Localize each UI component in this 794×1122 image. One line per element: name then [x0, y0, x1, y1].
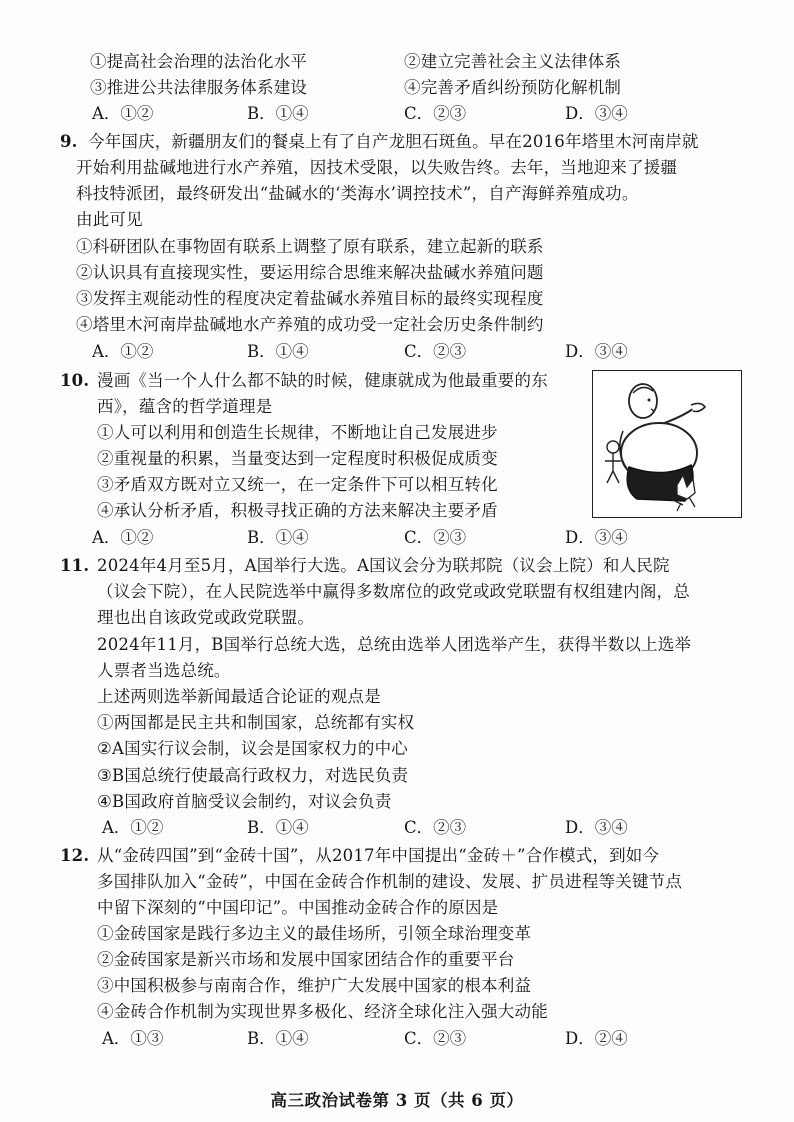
q12-statement-2: ②金砖国家是新兴市场和发展中国家团结合作的重要平台	[97, 950, 515, 969]
q10-statement-4: ④承认分析矛盾，积极寻找正确的方法来解决主要矛盾	[97, 501, 498, 520]
q12-statement-4: ④金砖合作机制为实现世界多极化、经济全球化注入强大动能	[97, 1002, 548, 1021]
q10-option-a: A．①②	[92, 528, 154, 547]
q11-statement-2: ②A国实行议会制，议会是国家权力的中心	[97, 739, 409, 758]
q10-number: 10.	[60, 371, 90, 390]
q11-stem-5: 人票者当选总统。	[97, 661, 231, 680]
q8-statement-1: ①提高社会治理的法治化水平	[90, 52, 308, 71]
q10-stem-1: 漫画《当一个人什么都不缺的时候，健康就成为他最重要的东	[97, 371, 548, 390]
q9-option-d: D．③④	[565, 342, 628, 361]
q11-stem-3: 理也出自该政党或政党联盟。	[97, 608, 315, 627]
q9-stem-4: 由此可见	[76, 210, 143, 229]
q11-stem-6: 上述两则选举新闻最适合论证的观点是	[97, 687, 381, 706]
q11-stem-1: 2024年4月至5月，A国举行大选。A国议会分为联邦院（议会上院）和人民院	[97, 556, 670, 575]
q8-option-c: C．②③	[404, 104, 467, 123]
q10-option-c: C．②③	[404, 528, 467, 547]
q12-option-c: C．②③	[404, 1029, 467, 1048]
q12-option-b: B．①④	[247, 1029, 309, 1048]
q11-statement-3: ③B国总统行使最高行政权力，对选民负责	[97, 766, 409, 785]
q9-option-c: C．②③	[404, 342, 467, 361]
q12-option-a: A．①③	[102, 1029, 164, 1048]
q11-stem-4: 2024年11月，B国举行总统大选，总统由选举人团选举产生，获得半数以上选举	[97, 635, 692, 654]
q12-stem-1: 从“金砖四国”到“金砖十国”，从2017年中国提出“金砖＋”合作模式，到如今	[97, 846, 660, 865]
q11-option-b: B．①④	[247, 818, 309, 837]
cartoon-figure	[593, 371, 740, 516]
q9-statement-1: ①科研团队在事物固有联系上调整了原有联系，建立起新的联系	[76, 237, 544, 256]
q11-statement-1: ①两国都是民主共和制国家，总统都有实权	[97, 713, 415, 732]
q12-option-d: D．②④	[565, 1029, 628, 1048]
q9-statement-2: ②认识具有直接现实性，要运用综合思维来解决盐碱水养殖问题	[76, 263, 544, 282]
q10-statement-2: ②重视量的积累，当量变达到一定程度时积极促成质变	[97, 449, 498, 468]
q10-option-b: B．①④	[247, 528, 309, 547]
q10-stem-2: 西》，蕴含的哲学道理是	[97, 397, 273, 416]
q9-statement-3: ③发挥主观能动性的程度决定着盐碱水养殖目标的最终实现程度	[76, 289, 544, 308]
q11-option-d: D．③④	[565, 818, 628, 837]
q11-statement-4: ④B国政府首脑受议会制约，对议会负责	[97, 792, 392, 811]
q9-statement-4: ④塔里木河南岸盐碱地水产养殖的成功受一定社会历史条件制约	[76, 315, 544, 334]
q8-statement-2: ②建立完善社会主义法律体系	[404, 52, 622, 71]
cartoon-illustration	[592, 370, 742, 518]
q9-stem-2: 开始利用盐碱地进行水产养殖，因技术受限，以失败告终。去年，当地迎来了援疆	[76, 158, 678, 177]
q10-statement-1: ①人可以利用和创造生长规律，不断地让自己发展进步	[97, 423, 498, 442]
q8-option-d: D．③④	[565, 104, 628, 123]
q11-option-a: A．①②	[102, 818, 164, 837]
q10-statement-3: ③矛盾双方既对立又统一，在一定条件下可以相互转化	[97, 475, 498, 494]
q9-stem-1: 今年国庆，新疆朋友们的餐桌上有了自产龙胆石斑鱼。早在2016年塔里木河南岸就	[88, 132, 699, 151]
q12-number: 12.	[60, 846, 90, 865]
page-footer: 高三政治试卷第 3 页（共 6 页）	[270, 1091, 524, 1110]
q12-stem-3: 中留下深刻的“中国印记”。中国推动金砖合作的原因是	[97, 898, 499, 917]
q9-number: 9.	[60, 132, 78, 151]
q12-stem-2: 多国排队加入“金砖”，中国在金砖合作机制的建设、发展、扩员进程等关键节点	[97, 872, 683, 891]
q9-option-a: A．①②	[92, 342, 154, 361]
q8-option-a: A．①②	[92, 104, 154, 123]
q9-option-b: B．①④	[247, 342, 309, 361]
q10-option-d: D．③④	[565, 528, 628, 547]
q12-statement-3: ③中国积极参与南南合作，维护广大发展中国家的根本利益	[97, 976, 532, 995]
q9-stem-3: 科技特派团，最终研发出“盐碱水的‘类海水’调控技术”，自产海鲜养殖成功。	[76, 184, 639, 203]
q11-stem-2: （议会下院），在人民院选举中赢得多数席位的政党或政党联盟有权组建内阁，总	[97, 582, 690, 601]
q12-statement-1: ①金砖国家是践行多边主义的最佳场所，引领全球治理变革	[97, 924, 532, 943]
q11-number: 11.	[60, 556, 90, 575]
q11-option-c: C．②③	[404, 818, 467, 837]
q8-option-b: B．①④	[247, 104, 309, 123]
q8-statement-3: ③推进公共法律服务体系建设	[90, 78, 308, 97]
q8-statement-4: ④完善矛盾纠纷预防化解机制	[404, 78, 622, 97]
